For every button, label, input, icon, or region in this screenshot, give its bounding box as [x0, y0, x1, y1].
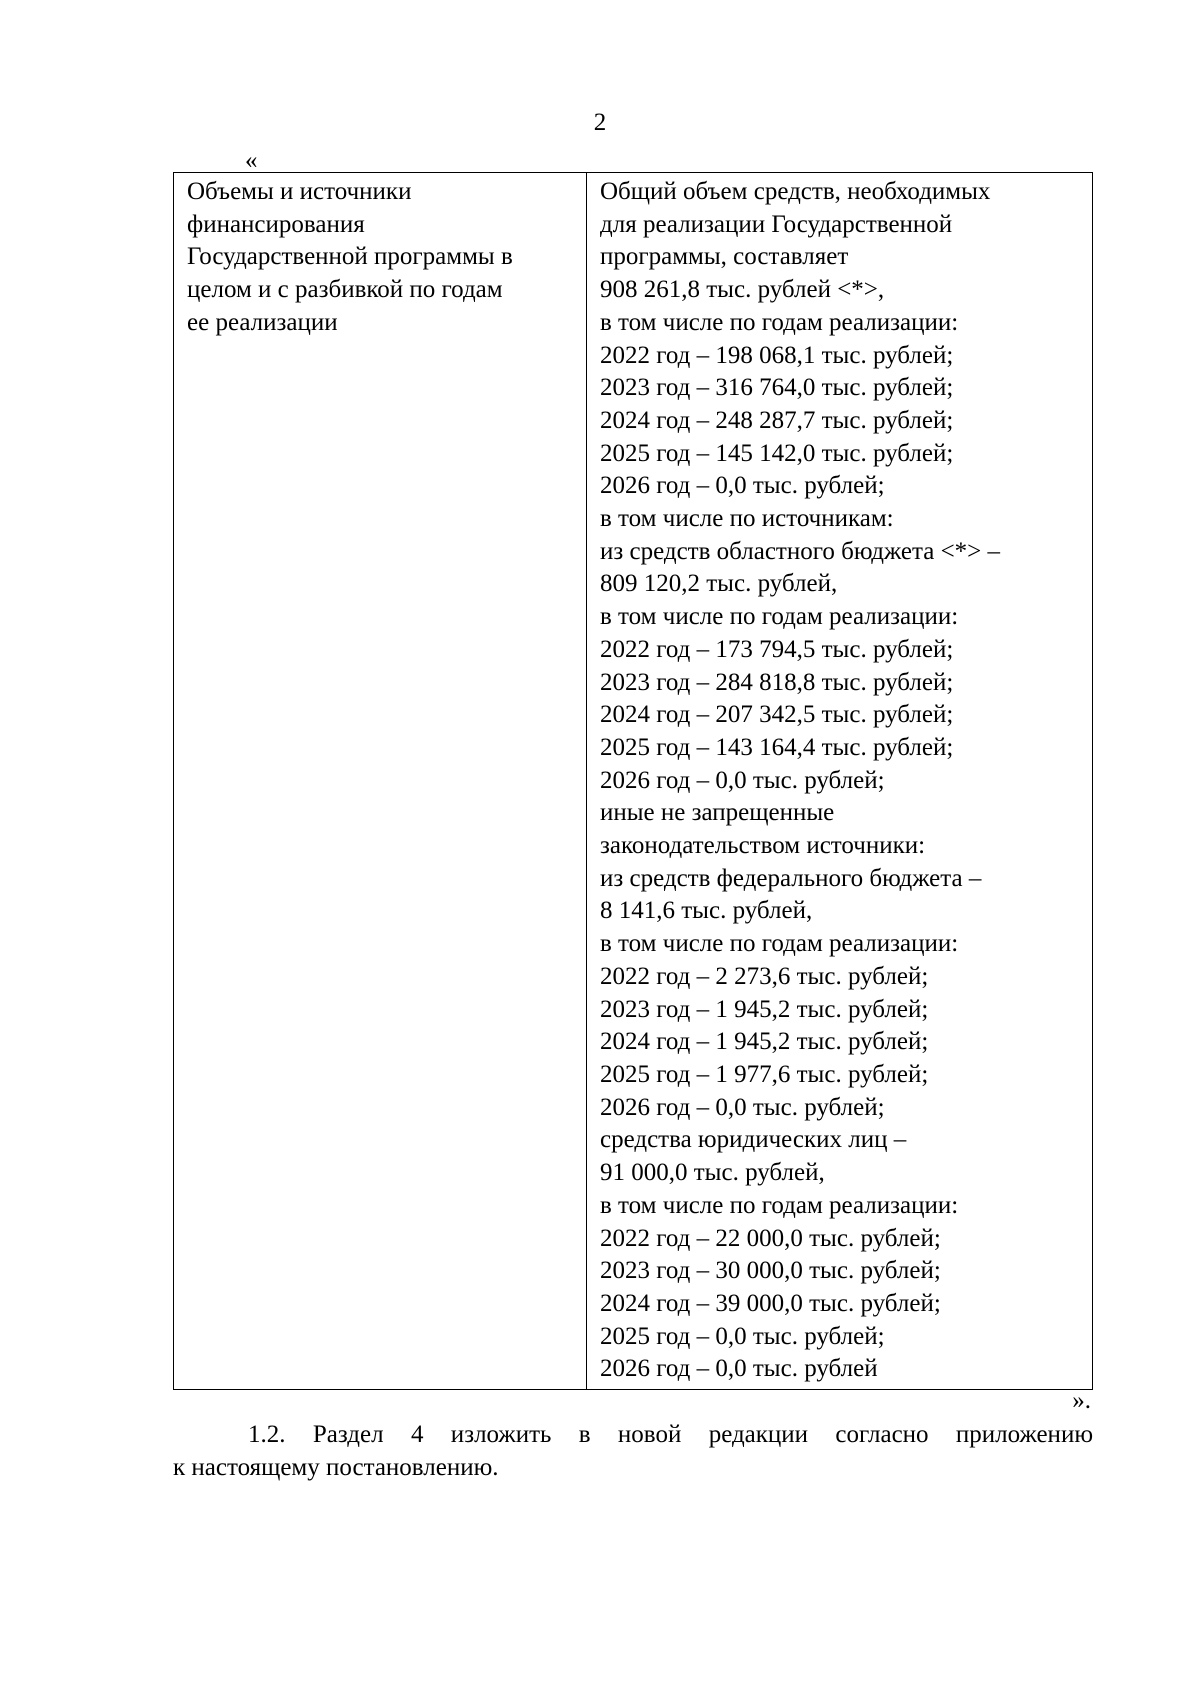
- funding-detail-line: иные не запрещенные: [600, 799, 835, 827]
- funding-details-cell: [587, 173, 1093, 1390]
- funding-label-line: Государственной программы в: [187, 243, 513, 271]
- funding-detail-line: в том числе по годам реализации:: [600, 930, 959, 958]
- funding-detail-line: для реализации Государственной: [600, 210, 953, 238]
- funding-detail-line: 2023 год – 316 764,0 тыс. рублей;: [600, 374, 954, 402]
- amendment-text-line: 1.2. Раздел 4 изложить в новой редакции согласно приложению: [248, 1421, 1093, 1448]
- funding-label-line: целом и с разбивкой по годам: [187, 276, 503, 304]
- funding-detail-line: 8 141,6 тыс. рублей,: [600, 897, 813, 925]
- funding-detail-line: в том числе по годам реализации:: [600, 603, 959, 631]
- table-row: [174, 173, 1093, 1390]
- funding-detail-line: Общий объем средств, необходимых: [600, 178, 991, 205]
- funding-label-line: Объемы и источники: [187, 178, 412, 205]
- funding-detail-line: 2026 год – 0,0 тыс. рублей;: [600, 766, 885, 794]
- funding-detail-line: в том числе по годам реализации:: [600, 308, 959, 336]
- funding-label-line: финансирования: [187, 210, 365, 238]
- amendment-paragraph: [173, 1418, 1093, 1484]
- funding-detail-line: 2023 год – 284 818,8 тыс. рублей;: [600, 668, 954, 696]
- funding-detail-line: 2023 год – 30 000,0 тыс. рублей;: [600, 1257, 941, 1285]
- funding-detail-line: из средств федерального бюджета –: [600, 864, 982, 892]
- funding-detail-line: программы, составляет: [600, 243, 849, 271]
- page-number: 2: [593, 109, 607, 136]
- funding-detail-line: 2024 год – 39 000,0 тыс. рублей;: [600, 1289, 941, 1317]
- funding-detail-line: 2025 год – 1 977,6 тыс. рублей;: [600, 1060, 929, 1088]
- funding-detail-line: 2025 год – 143 164,4 тыс. рублей;: [600, 733, 954, 761]
- funding-detail-line: в том числе по источникам:: [600, 505, 894, 533]
- funding-detail-line: 2025 год – 0,0 тыс. рублей;: [600, 1322, 885, 1350]
- funding-detail-line: 2022 год – 173 794,5 тыс. рублей;: [600, 635, 954, 663]
- funding-detail-line: 2026 год – 0,0 тыс. рублей: [600, 1355, 878, 1383]
- funding-detail-line: 809 120,2 тыс. рублей,: [600, 570, 838, 598]
- funding-detail-line: средства юридических лиц –: [600, 1126, 907, 1154]
- funding-table: [173, 172, 1093, 1390]
- funding-detail-line: 908 261,8 тыс. рублей <*>,: [600, 276, 885, 304]
- funding-detail-line: 2026 год – 0,0 тыс. рублей;: [600, 472, 885, 500]
- funding-detail-line: 2023 год – 1 945,2 тыс. рублей;: [600, 995, 929, 1023]
- amendment-text-line: к настоящему постановлению.: [173, 1454, 499, 1481]
- funding-detail-line: 2025 год – 145 142,0 тыс. рублей;: [600, 439, 954, 467]
- funding-detail-line: 2024 год – 207 342,5 тыс. рублей;: [600, 701, 954, 729]
- funding-detail-line: законодательством источники:: [600, 832, 926, 860]
- funding-detail-line: 2022 год – 2 273,6 тыс. рублей;: [600, 962, 929, 990]
- funding-detail-line: 2024 год – 248 287,7 тыс. рублей;: [600, 406, 954, 434]
- funding-detail-line: 2022 год – 22 000,0 тыс. рублей;: [600, 1224, 941, 1252]
- opening-quote-mark: «: [245, 147, 258, 174]
- funding-detail-line: 91 000,0 тыс. рублей,: [600, 1159, 825, 1187]
- funding-detail-line: из средств областного бюджета <*> –: [600, 537, 1001, 565]
- funding-detail-line: 2024 год – 1 945,2 тыс. рублей;: [600, 1028, 929, 1056]
- funding-detail-line: 2022 год – 198 068,1 тыс. рублей;: [600, 341, 954, 369]
- funding-label-cell: [174, 173, 587, 1390]
- funding-label-line: ее реализации: [187, 308, 338, 336]
- funding-detail-line: 2026 год – 0,0 тыс. рублей;: [600, 1093, 885, 1121]
- funding-detail-line: в том числе по годам реализации:: [600, 1191, 959, 1219]
- closing-quote-mark: ».: [1072, 1387, 1091, 1414]
